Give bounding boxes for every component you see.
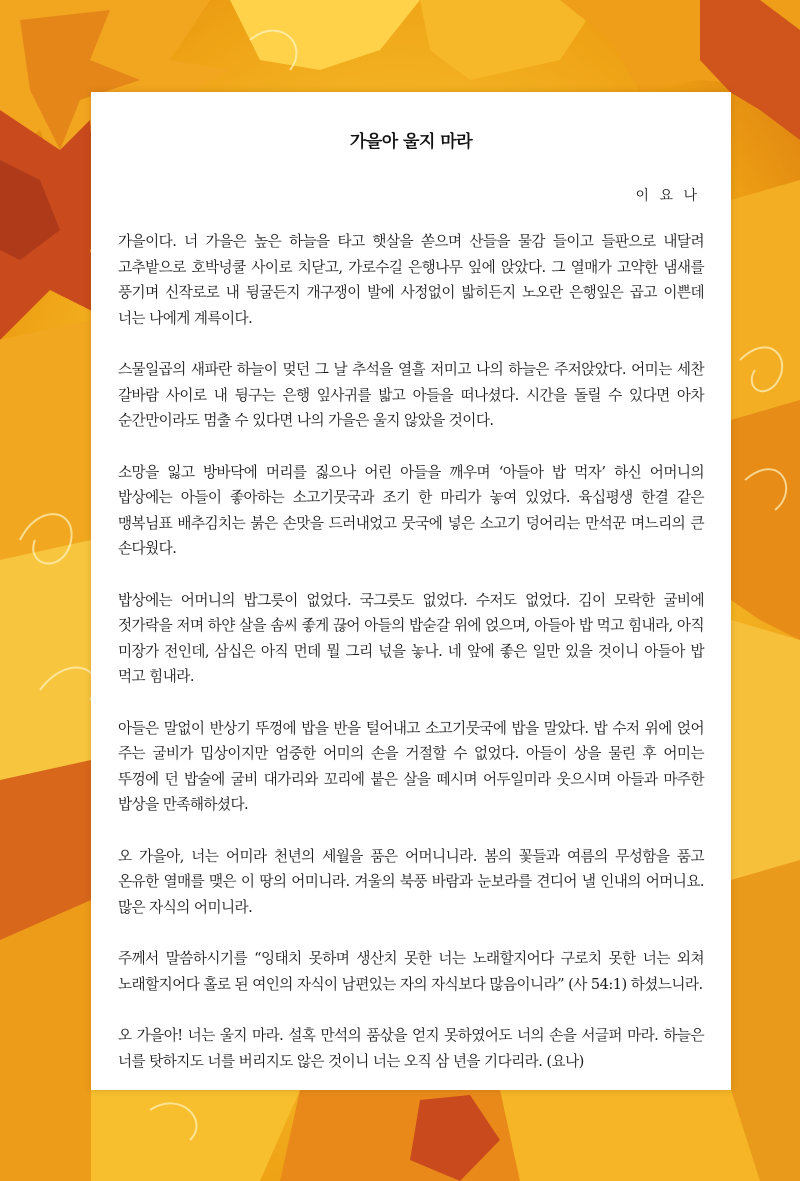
paragraph: 밥상에는 어머니의 밥그릇이 없었다. 국그릇도 없었다. 수저도 없었다. 김이 모락한 굴비에 젓가락을 저며 하얀 살을 솜씨 좋게 끊어 아들의 밥숟갈 위에 얹으며, 아들아 밥 먹고 힘내라, 아직 미장가 전인데, 삼십은 아직 먼데 뭘 그리 넋을 놓나. 네 앞에 좋은 일만 있을 것이니 아들아 밥 먹고 힘내라. [118,591,704,685]
maple-leaf-right [731,180,800,1181]
paragraph: 소망을 잃고 방바닥에 머리를 짏으나 어린 아들을 깨우며 ‘아들아 밥 먹자’ 하신 어머니의 밥상에는 아들이 좋아하는 소고기뭇국과 조기 한 마리가 놓여 있었다. 육십평생 한결 같은 맹복님표 배추김치는 붉은 손맛을 드러내었고 뭇국에 넣은 소고기 덩어리는 만석꾼 며느리의 큰 손다웠다. [118,463,704,557]
maple-leaf-left [0,320,91,1181]
document-author: 이 요 나 [635,188,700,204]
paragraph: 아들은 말없이 반상기 뚜껑에 밥을 반을 털어내고 소고기뭇국에 밥을 말았다. 밥 수저 위에 얹어 주는 굴비가 밉상이지만 엄중한 어미의 손을 거절할 수 없었다. 아들이 상을 물린 후 어미는 뚜껑에 던 밥술에 굴비 대가리와 꼬리에 붙은 살을 떼시며 어두일미라 웃으시며 아들과 마주한 밥상을 만족해하셨다. [118,719,704,813]
paragraph: 가을이다. 너 가을은 높은 하늘을 타고 햇살을 쏟으며 산들을 물감 들이고 들판으로 내달려 고추밭으로 호박넝쿨 사이로 치닫고, 가로수길 은행나무 잎에 앉았다. 그 열매가 고약한 냄새를 풍기며 신작로로 내 뒹굴든지 개구쟁이 발에 사정없이 밟히든지 노오란 은행잎은 곱고 이쁜데 너는 나에게 계륵이다. [118,233,704,327]
document-title: 가을아 울지 마라 [349,132,473,152]
paragraph: 오 가을아, 너는 어미라 천년의 세월을 품은 어머니니라. 봄의 꽃들과 여름의 무성함을 품고 온유한 열매를 맺은 이 땅의 어미니라. 겨울의 북풍 바람과 눈보라를 견디어 낼 인내의 어머니요. 많은 자식의 어미니라. [118,847,704,916]
document-body [118,229,704,1074]
paragraph: 오 가을아! 너는 울지 마라. 설혹 만석의 품삯을 얻지 못하였어도 너의 손을 서글퍼 마라. 하늘은 너를 탓하지도 너를 버리지도 않은 것이니 너는 오직 삼 년을 기다리라. (요나) [118,1027,704,1070]
document-page [91,92,731,1090]
paragraph: 주께서 말씀하시기를 “잉태치 못하며 생산치 못한 너는 노래할지어다 구로치 못한 너는 외쳐 노래할지어다 홀로 된 여인의 자식이 남편있는 자의 자식보다 많음이니라” (사 54:1) 하셨느니라. [118,950,704,993]
maple-leaf-bottom [91,1090,760,1181]
paragraph: 스물일곱의 새파란 하늘이 멎던 그 날 추석을 열흘 저미고 나의 하늘은 주저앉았다. 어미는 세찬 갈바람 사이로 내 뒹구는 은행 잎사귀를 밟고 아들을 떠나셨다. 시간을 돌릴 수 있다면 아차 순간만이라도 멈출 수 있다면 나의 가을은 울지 않았을 것이다. [118,361,704,429]
